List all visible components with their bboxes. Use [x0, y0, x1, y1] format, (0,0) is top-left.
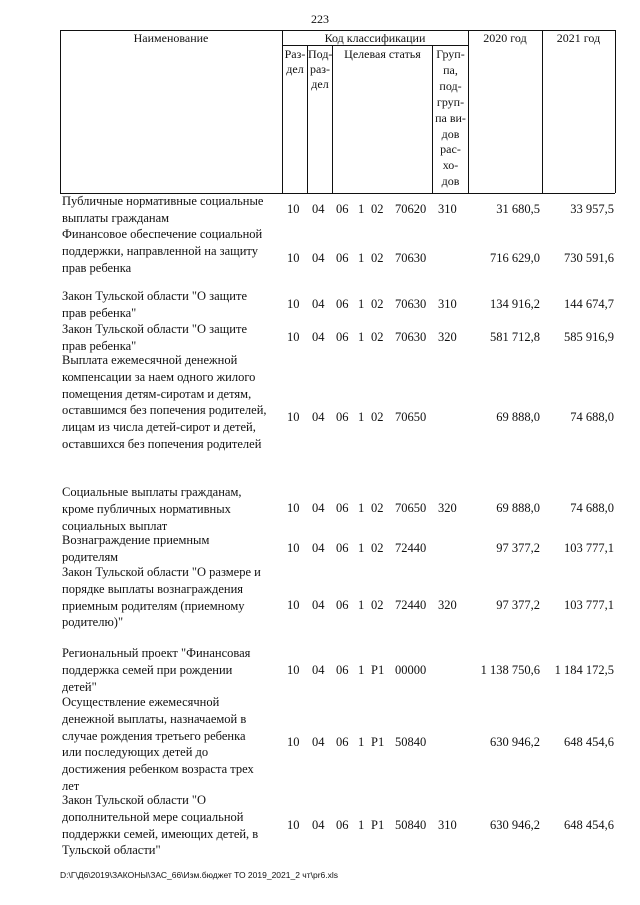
row-target-4: 72440: [395, 598, 427, 612]
row-target-1: 06: [336, 735, 349, 749]
row-name: Региональный проект "Финансовая поддержка семей при рождении детей": [62, 646, 251, 694]
row-target-1: 06: [336, 818, 349, 832]
header-year-2020: 2020 год: [483, 31, 527, 45]
row-target-3: P1: [371, 663, 385, 677]
header-code-group: Код классификации: [324, 31, 426, 45]
row-target-1: 06: [336, 330, 349, 344]
row-value-2021: 103 777,1: [564, 541, 614, 555]
header-subsection: Под- раз- дел: [308, 47, 333, 91]
row-target-2: 1: [358, 663, 365, 677]
row-subsection: 04: [312, 297, 325, 311]
row-section: 10: [287, 251, 300, 265]
row-value-2020: 31 680,5: [496, 202, 540, 216]
header-section: Раз- дел: [284, 47, 306, 76]
row-value-2021: 74 688,0: [570, 410, 614, 424]
row-section: 10: [287, 330, 300, 344]
code-group-right-border: [468, 30, 469, 193]
row-name: Закон Тульской области "О дополнительной мере социальной поддержки семей, имеющих детей, в Тульской области": [62, 793, 259, 858]
row-target-2: 1: [358, 251, 365, 265]
row-value-2020: 581 712,8: [490, 330, 540, 344]
row-value-2021: 648 454,6: [564, 818, 614, 832]
row-group: 310: [438, 297, 457, 311]
row-value-2021: 730 591,6: [564, 251, 614, 265]
subsection-column-border: [332, 45, 333, 193]
row-value-2020: 630 946,2: [490, 735, 540, 749]
row-name: Публичные нормативные социальные выплаты гражданам: [62, 194, 264, 225]
row-target-3: 02: [371, 541, 384, 555]
row-group: 320: [438, 330, 457, 344]
row-target-4: 70630: [395, 251, 427, 265]
row-section: 10: [287, 598, 300, 612]
row-name: Выплата ежемесячной денежной компенсации за наем одного жилого помещения детям-сиротам и детям, оставшимся без попечения родителей, лицам из числа детей-сирот и детей, оставшихся без попечения родителей: [62, 353, 267, 451]
row-section: 10: [287, 818, 300, 832]
header-target-article: Целевая статья: [344, 47, 421, 61]
row-target-2: 1: [358, 598, 365, 612]
row-target-4: 00000: [395, 663, 427, 677]
row-subsection: 04: [312, 598, 325, 612]
header-expense-group: Груп- па, под- груп- па ви- дов рас- хо- дов: [435, 47, 466, 189]
row-name: Социальные выплаты гражданам, кроме публичных нормативных социальных выплат: [62, 485, 242, 533]
row-section: 10: [287, 735, 300, 749]
row-target-1: 06: [336, 598, 349, 612]
row-target-2: 1: [358, 501, 365, 515]
row-target-3: 02: [371, 297, 384, 311]
row-target-3: 02: [371, 251, 384, 265]
row-target-2: 1: [358, 410, 365, 424]
row-target-1: 06: [336, 251, 349, 265]
row-group: 310: [438, 202, 457, 216]
row-target-2: 1: [358, 297, 365, 311]
row-value-2021: 74 688,0: [570, 501, 614, 515]
header-name: Наименование: [133, 31, 209, 45]
row-target-4: 70630: [395, 297, 427, 311]
row-value-2020: 97 377,2: [496, 598, 540, 612]
row-group: 320: [438, 598, 457, 612]
header-right-border: [615, 30, 616, 193]
row-group: 320: [438, 501, 457, 515]
row-value-2020: 69 888,0: [496, 501, 540, 515]
row-target-4: 70650: [395, 501, 427, 515]
row-target-1: 06: [336, 541, 349, 555]
row-target-4: 50840: [395, 818, 427, 832]
row-target-3: 02: [371, 598, 384, 612]
row-name: Финансовое обеспечение социальной поддержки, направленной на защиту прав ребенка: [62, 227, 263, 275]
row-subsection: 04: [312, 251, 325, 265]
row-subsection: 04: [312, 735, 325, 749]
row-target-3: 02: [371, 330, 384, 344]
row-target-3: 02: [371, 410, 384, 424]
year1-column-border: [542, 30, 543, 193]
page-number: 223: [311, 12, 329, 26]
row-target-4: 70630: [395, 330, 427, 344]
row-target-1: 06: [336, 410, 349, 424]
row-target-2: 1: [358, 818, 365, 832]
row-value-2021: 585 916,9: [564, 330, 614, 344]
row-target-3: P1: [371, 735, 385, 749]
row-section: 10: [287, 202, 300, 216]
row-value-2020: 134 916,2: [490, 297, 540, 311]
row-target-3: 02: [371, 501, 384, 515]
row-group: 310: [438, 818, 457, 832]
row-target-4: 50840: [395, 735, 427, 749]
row-target-1: 06: [336, 501, 349, 515]
row-value-2021: 103 777,1: [564, 598, 614, 612]
row-target-3: P1: [371, 818, 385, 832]
row-target-2: 1: [358, 735, 365, 749]
row-value-2020: 97 377,2: [496, 541, 540, 555]
row-target-1: 06: [336, 663, 349, 677]
row-value-2021: 33 957,5: [570, 202, 614, 216]
row-value-2020: 69 888,0: [496, 410, 540, 424]
row-value-2021: 144 674,7: [564, 297, 614, 311]
row-section: 10: [287, 541, 300, 555]
row-value-2021: 648 454,6: [564, 735, 614, 749]
row-section: 10: [287, 297, 300, 311]
row-target-4: 70620: [395, 202, 427, 216]
row-name: Вознаграждение приемным родителям: [62, 533, 210, 564]
row-subsection: 04: [312, 541, 325, 555]
header-year-2021: 2021 год: [556, 31, 601, 45]
row-name: Осуществление ежемесячной денежной выплаты, назначаемой в случае рождения третьего ребенка или последующих детей до достижения ребенком возраста трех лет: [62, 695, 254, 793]
row-subsection: 04: [312, 501, 325, 515]
file-path-footer: D:\Г\Д6\2019\ЗАКОНЫ\ЗАС_66\Изм.бюджет ТО 2019_2021_2 чт\pr6.xls: [60, 870, 339, 880]
row-subsection: 04: [312, 818, 325, 832]
row-target-1: 06: [336, 202, 349, 216]
row-target-3: 02: [371, 202, 384, 216]
row-subsection: 04: [312, 330, 325, 344]
row-subsection: 04: [312, 202, 325, 216]
row-subsection: 04: [312, 410, 325, 424]
row-section: 10: [287, 501, 300, 515]
row-target-2: 1: [358, 541, 365, 555]
row-value-2020: 630 946,2: [490, 818, 540, 832]
row-target-1: 06: [336, 297, 349, 311]
row-value-2020: 716 629,0: [490, 251, 540, 265]
row-target-2: 1: [358, 202, 365, 216]
row-name: Закон Тульской области "О размере и порядке выплаты вознаграждения приемным родителям (приемному родителю)": [62, 565, 261, 630]
row-section: 10: [287, 663, 300, 677]
row-subsection: 04: [312, 663, 325, 677]
header-left-border: [60, 30, 61, 193]
row-name: Закон Тульской области "О защите прав ребенка": [62, 289, 247, 320]
row-name: Закон Тульской области "О защите прав ребенка": [62, 322, 247, 353]
row-target-4: 70650: [395, 410, 427, 424]
row-value-2020: 1 138 750,6: [480, 663, 540, 677]
row-target-4: 72440: [395, 541, 427, 555]
row-value-2021: 1 184 172,5: [554, 663, 614, 677]
row-target-2: 1: [358, 330, 365, 344]
row-section: 10: [287, 410, 300, 424]
